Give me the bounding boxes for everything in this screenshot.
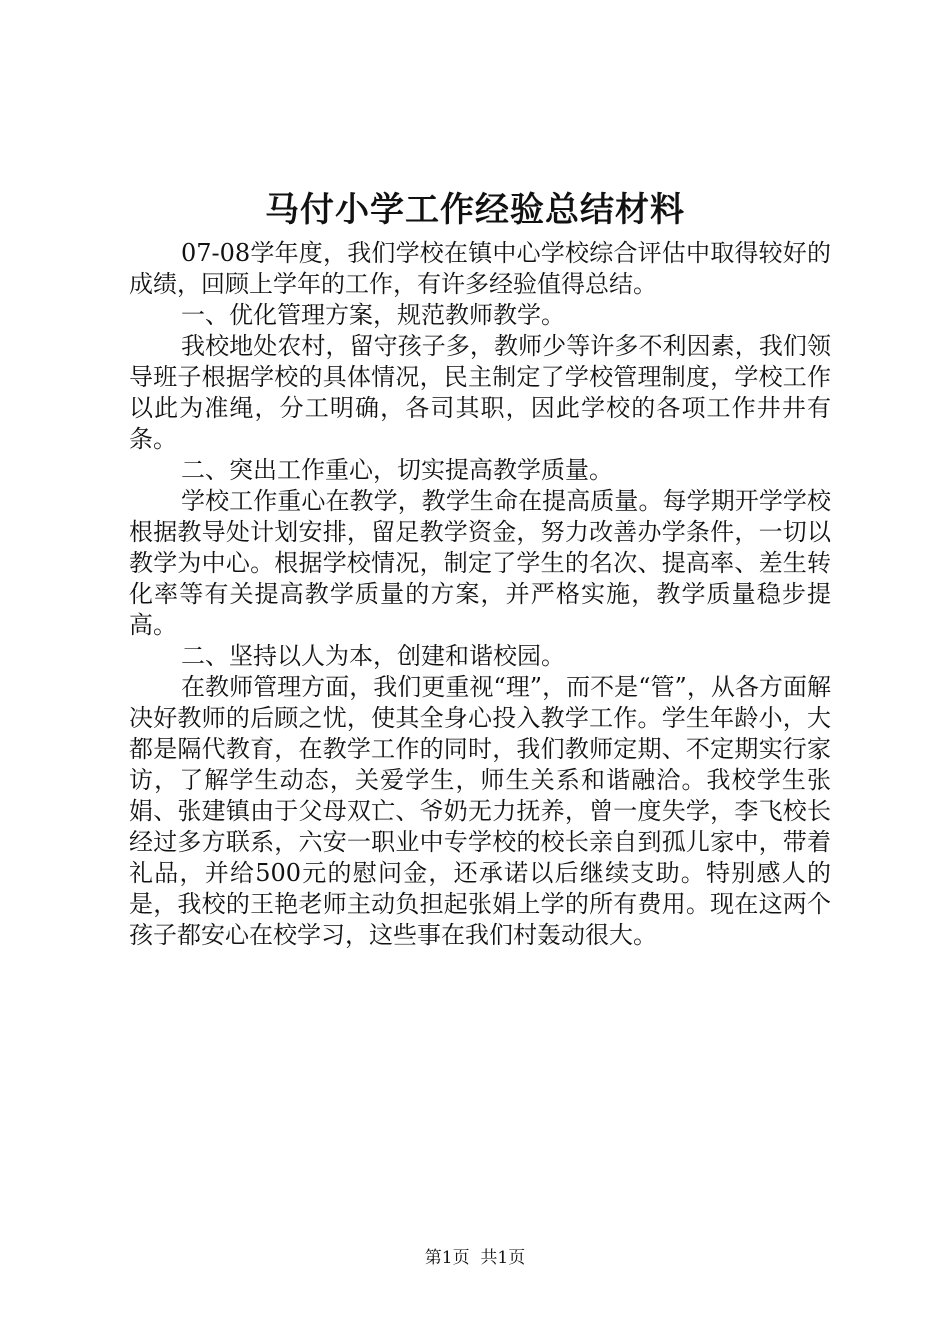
page-number: 第1页 共1页 — [424, 1248, 526, 1268]
section-paragraph-3: 在教师管理方面，我们更重视“理”，而不是“管”，从各方面解决好教师的后顾之忧，使其全身心投入教学工作。学生年龄小，大都是隔代教育，在教学工作的同时，我们教师定期、不定期实行家访，了解学生动态，关爱学生，师生关系和谐融洽。我校学生张娟、张建镇由于父母双亡、爷奶无力抚养，曾一度失学，李飞校长经过多方联系，六安一职业中专学校的校长亲自到孤儿家中，带着礼品，并给500元的慰问金，还承诺以后继续支助。特别感人的是，我校的王艳老师主动负担起张娟上学的所有费用。现在这两个孩子都安心在校学习，这些事在我们村轰动很大。 — [129, 673, 831, 949]
page-footer — [0, 1246, 950, 1270]
intro-paragraph: 07-08学年度，我们学校在镇中心学校综合评估中取得较好的成绩，回顾上学年的工作，有许多经验值得总结。 — [129, 239, 831, 298]
document-body — [129, 238, 831, 951]
section-paragraph-1: 我校地处农村，留守孩子多，教师少等许多不利因素，我们领导班子根据学校的具体情况，民主制定了学校管理制度，学校工作以此为准绳，分工明确，各司其职，因此学校的各项工作井井有条。 — [129, 332, 831, 453]
section-heading-1: 一、优化管理方案，规范教师教学。 — [181, 301, 565, 329]
section-heading-2: 二、突出工作重心，切实提高教学质量。 — [181, 456, 613, 484]
section-heading-3: 二、坚持以人为本，创建和谐校园。 — [181, 642, 565, 670]
document-title: 马付小学工作经验总结材料 — [265, 190, 685, 230]
section-paragraph-2: 学校工作重心在教学，教学生命在提高质量。每学期开学学校根据教导处计划安排，留足教学资金，努力改善办学条件，一切以教学为中心。根据学校情况，制定了学生的名次、提高率、差生转化率等有关提高教学质量的方案，并严格实施，教学质量稳步提高。 — [129, 487, 831, 639]
